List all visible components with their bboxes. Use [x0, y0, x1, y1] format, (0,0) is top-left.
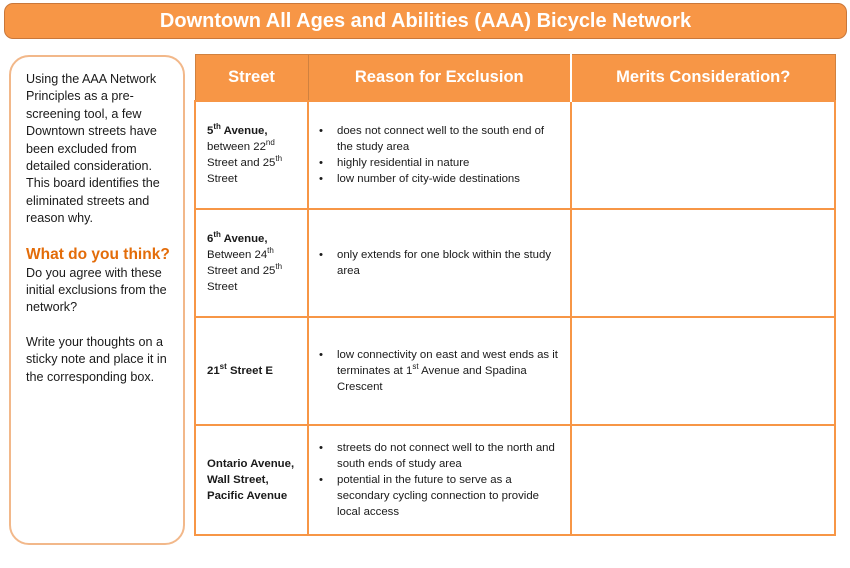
merits-input-box[interactable]	[571, 425, 835, 535]
reason-item: • highly residential in nature	[319, 155, 562, 171]
merits-input-box[interactable]	[571, 317, 835, 425]
reason-cell	[308, 101, 571, 209]
street-cell: 21st Street E	[195, 317, 308, 425]
table-row	[195, 209, 835, 317]
reason-cell	[308, 317, 571, 425]
header-row	[195, 55, 835, 101]
street-cell: 5th Avenue, between 22nd Street and 25th Street	[195, 101, 308, 209]
instructions-panel	[9, 55, 185, 545]
reason-item: • only extends for one block within the study area	[319, 247, 562, 279]
reason-item: • low number of city-wide destinations	[319, 171, 562, 187]
reason-cell	[308, 209, 571, 317]
col-header-reason: Reason for Exclusion	[308, 55, 571, 101]
question-text: Do you agree with these initial exclusions from the network?	[26, 265, 167, 315]
table-row	[195, 317, 835, 425]
prompt-heading: What do you think?	[26, 245, 170, 263]
reason-item: • low connectivity on east and west ends as it terminates at 1st Avenue and Spadina Crescent	[319, 347, 562, 395]
board-title: Downtown All Ages and Abilities (AAA) Bicycle Network	[4, 3, 847, 39]
exclusions-table	[194, 54, 836, 536]
street-cell: Ontario Avenue, Wall Street, Pacific Avenue	[195, 425, 308, 535]
merits-input-box[interactable]	[571, 101, 835, 209]
reason-item: • potential in the future to serve as a secondary cycling connection to provide local access	[319, 472, 562, 520]
street-cell: 6th Avenue, Between 24th Street and 25th Street	[195, 209, 308, 317]
reason-cell	[308, 425, 571, 535]
table-row	[195, 425, 835, 535]
col-header-merits: Merits Consideration?	[571, 55, 835, 101]
col-header-street: Street	[195, 55, 308, 101]
merits-input-box[interactable]	[571, 209, 835, 317]
intro-text: Using the AAA Network Principles as a pre-screening tool, a few Downtown streets have been excluded from detailed consideration. This board identifies the eliminated streets and reason why.	[26, 72, 160, 226]
table-row	[195, 101, 835, 209]
reason-item: • streets do not connect well to the north and south ends of study area	[319, 440, 562, 472]
instruction-text: Write your thoughts on a sticky note and place it in the corresponding box.	[26, 334, 167, 384]
reason-item: • does not connect well to the south end of the study area	[319, 123, 562, 155]
